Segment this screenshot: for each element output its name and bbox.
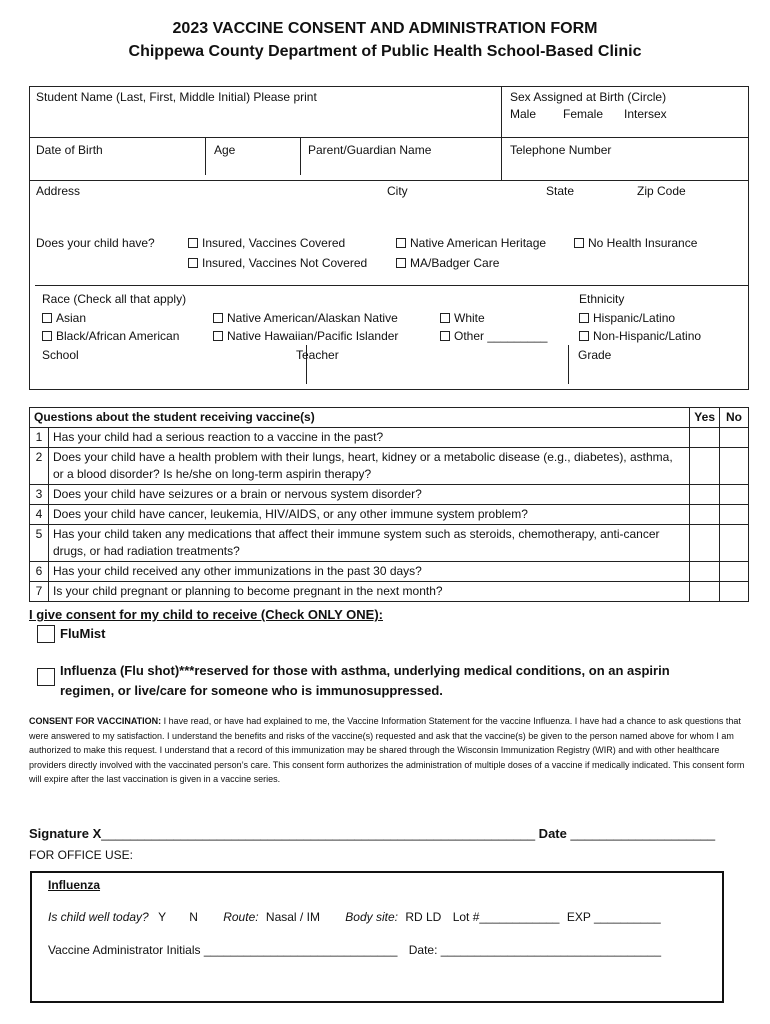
question-text: Does your child have cancer, leukemia, HIV/AIDS, or any other immune system problem? [49,505,690,525]
question-no-cell[interactable] [720,485,749,505]
question-number: 2 [30,448,49,485]
questions-header-row [30,408,749,428]
question-text: Is your child pregnant or planning to become pregnant in the next month? [49,582,690,602]
lot-field[interactable]: Lot #____________ [452,910,560,924]
no-header: No [720,408,749,428]
office-use-box [30,871,724,1003]
question-number: 4 [30,505,49,525]
teacher-field[interactable]: Teacher [296,348,339,362]
office-use-label: FOR OFFICE USE: [29,848,134,862]
age-field[interactable]: Age [214,143,236,157]
question-row [30,525,749,562]
insured-covered-checkbox[interactable]: Insured, Vaccines Covered [188,236,345,250]
checkbox-icon [213,331,223,341]
question-yes-cell[interactable] [690,505,720,525]
signature-line[interactable]: Signature X____________________________________________________________ Date ____________________ [29,826,716,841]
yes-header: Yes [690,408,720,428]
questions-header: Questions about the student receiving vaccine(s) [30,408,690,428]
well-yes-option[interactable]: Y [158,910,166,924]
well-no-option[interactable]: N [189,910,198,924]
question-text: Has your child taken any medications that affect their immune system such as steroids, chemotherapy, anti-cancer drugs, or had radiation treatments? [49,525,690,562]
sex-male-option[interactable]: Male [510,107,537,121]
ethnicity-label: Ethnicity [579,292,625,306]
body-site-options[interactable]: RD LD [405,910,442,924]
question-row [30,428,749,448]
phone-field[interactable]: Telephone Number [510,143,612,157]
race-other-checkbox[interactable]: Other _________ [440,329,547,343]
exp-field[interactable]: EXP __________ [566,910,661,924]
question-row [30,582,749,602]
checkbox-icon [42,313,52,323]
question-number: 7 [30,582,49,602]
flumist-label: FluMist [60,626,106,641]
checkbox-icon [574,238,584,248]
checkbox-icon [213,313,223,323]
question-no-cell[interactable] [720,562,749,582]
consent-statement-label: CONSENT FOR VACCINATION: [29,716,162,726]
checkbox-icon [42,331,52,341]
question-yes-cell[interactable] [690,582,720,602]
eth-hispanic-checkbox[interactable]: Hispanic/Latino [579,311,675,325]
insured-not-covered-checkbox[interactable]: Insured, Vaccines Not Covered [188,256,367,270]
race-native-ak-checkbox[interactable]: Native American/Alaskan Native [213,311,398,325]
question-number: 5 [30,525,49,562]
native-heritage-checkbox[interactable]: Native American Heritage [396,236,546,250]
question-yes-cell[interactable] [690,448,720,485]
grade-field[interactable]: Grade [578,348,612,362]
question-yes-cell[interactable] [690,428,720,448]
flumist-checkbox[interactable] [37,625,55,643]
sex-label: Sex Assigned at Birth (Circle) [510,90,667,104]
question-yes-cell[interactable] [690,525,720,562]
checkbox-icon [440,331,450,341]
race-hawaiian-checkbox[interactable]: Native Hawaiian/Pacific Islander [213,329,398,343]
question-yes-cell[interactable] [690,562,720,582]
checkbox-icon [396,238,406,248]
state-field[interactable]: State [546,184,575,198]
no-insurance-checkbox[interactable]: No Health Insurance [574,236,697,250]
office-date-field[interactable]: Date: _________________________________ [408,943,661,957]
question-number: 3 [30,485,49,505]
question-no-cell[interactable] [720,525,749,562]
school-field[interactable]: School [42,348,79,362]
influenza-label-line2: regimen, or live/care for someone who is immunosuppressed. [60,683,443,698]
sex-female-option[interactable]: Female [563,107,604,121]
question-number: 6 [30,562,49,582]
ma-badger-checkbox[interactable]: MA/Badger Care [396,256,499,270]
question-no-cell[interactable] [720,582,749,602]
route-options[interactable]: Nasal / IM [265,910,320,924]
question-row [30,485,749,505]
checkbox-icon [396,258,406,268]
race-label: Race (Check all that apply) [42,292,187,306]
questions-table [29,407,749,602]
consent-statement [29,714,745,787]
consent-statement-text: I have read, or have had explained to me, the Vaccine Information Statement for the vaccine Influenza. I have had a chance to ask questions that were answered to my satisfaction. I understand the benefits and risks of the vaccine(s) requested and ask that the vaccine(s) be given to the person named above for whom I am authorized to make this request. I understand that a record of this immunization may be shared through the Wisconsin Immunization Registry (WIR) and with other healthcare providers directly involved with the vaccinated person’s care. This consent form authorizes the administration of multiple doses of a vaccine if medically indicated. This consent form will expire after the last vaccination is given in a vaccine series. [29,716,745,784]
question-number: 1 [30,428,49,448]
influenza-label-line1: Influenza (Flu shot)***reserved for those with asthma, underlying medical conditions, on an aspirin [60,663,670,678]
question-row [30,505,749,525]
race-asian-checkbox[interactable]: Asian [42,311,86,325]
guardian-field[interactable]: Parent/Guardian Name [308,143,432,157]
form-title: 2023 VACCINE CONSENT AND ADMINISTRATION FORM [172,20,598,37]
eth-non-hispanic-checkbox[interactable]: Non-Hispanic/Latino [579,329,701,343]
question-row [30,448,749,485]
office-influenza-label: Influenza [48,878,101,892]
checkbox-icon [579,313,589,323]
checkbox-icon [188,258,198,268]
race-black-checkbox[interactable]: Black/African American [42,329,179,343]
child-have-label: Does your child have? [36,236,155,250]
checkbox-icon [440,313,450,323]
race-white-checkbox[interactable]: White [440,311,485,325]
initials-row [48,943,661,957]
question-text: Does your child have a health problem with their lungs, heart, kidney or a metabolic disease (e.g., diabetes), asthma, or a blood disorder? Is he/she on long-term aspirin therapy? [49,448,690,485]
student-name-field[interactable]: Student Name (Last, First, Middle Initial) Please print [36,90,317,104]
zip-field[interactable]: Zip Code [637,184,686,198]
question-no-cell[interactable] [720,428,749,448]
city-field[interactable]: City [387,184,408,198]
admin-initials-field[interactable]: Vaccine Administrator Initials _____________________________ [48,943,398,957]
address-field[interactable]: Address [36,184,81,198]
consent-heading: I give consent for my child to receive (Check ONLY ONE): [29,607,383,622]
well-today-row: Is child well today? Y N Route: Nasal / IM Body site: RD LD Lot #____________ EXP __________ [48,910,661,924]
question-text: Has your child received any other immunizations in the past 30 days? [49,562,690,582]
checkbox-icon [188,238,198,248]
question-yes-cell[interactable] [690,485,720,505]
influenza-checkbox[interactable] [37,668,55,686]
checkbox-icon [579,331,589,341]
question-no-cell[interactable] [720,505,749,525]
dob-field[interactable]: Date of Birth [36,143,103,157]
question-row [30,562,749,582]
form-subtitle: Chippewa County Department of Public Health School-Based Clinic [128,43,642,60]
question-text: Has your child had a serious reaction to a vaccine in the past? [49,428,690,448]
question-text: Does your child have seizures or a brain or nervous system disorder? [49,485,690,505]
sex-intersex-option[interactable]: Intersex [624,107,667,121]
question-no-cell[interactable] [720,448,749,485]
